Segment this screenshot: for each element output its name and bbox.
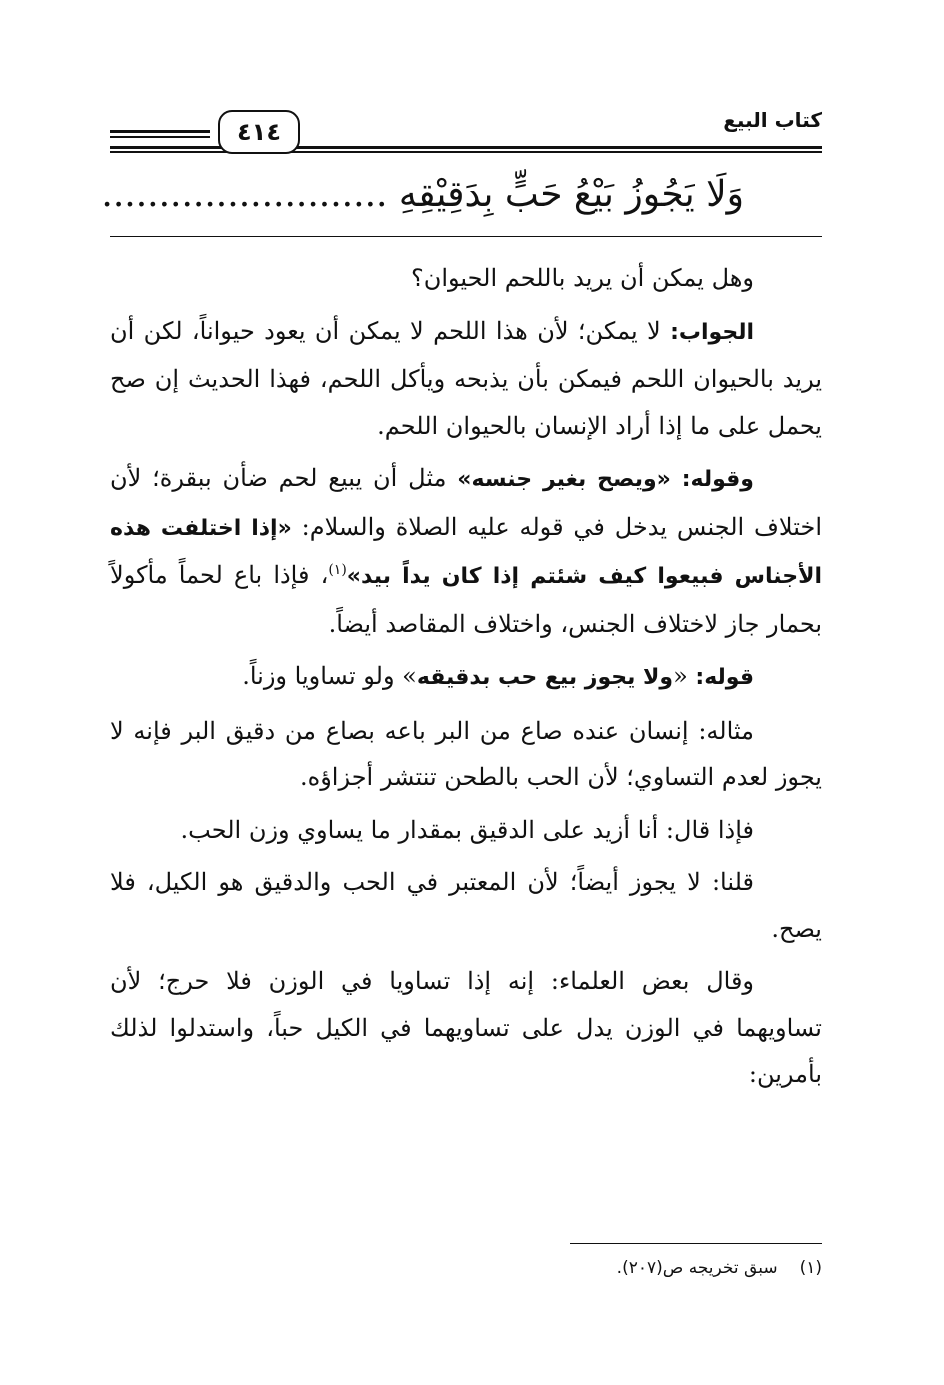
bold-segment: «إذا اختلفت هذه الأجناس فبيعوا كيف شئتم إذا كان يداً بيد» <box>110 515 822 589</box>
header-left-rule <box>110 130 210 133</box>
text-segment: قلنا: لا يجوز أيضاً؛ لأن المعتبر في الحب والدقيق هو الكيل، فلا يصح. <box>110 868 822 943</box>
text-segment: وهل يمكن أن يريد باللحم الحيوان؟ <box>411 264 754 292</box>
bold-segment: وقوله: «ويصح بغير جنسه» <box>457 467 754 492</box>
text-segment: فإذا قال: أنا أزيد على الدقيق بمقدار ما يساوي وزن الحب. <box>180 815 754 844</box>
book-title: كتاب البيع <box>715 108 822 132</box>
paragraph <box>110 708 822 801</box>
header-left-rule-thin <box>110 136 210 138</box>
header-rule <box>110 146 822 149</box>
bold-segment: الجواب: <box>670 319 754 345</box>
commentary-body <box>110 255 822 1104</box>
text-segment: ، فإذا باع لحماً مأكولاً بحمار جاز لاختلاف الجنس، واختلاف المقاصد أيضاً. <box>110 561 822 638</box>
bold-segment: قوله: <box>695 665 754 690</box>
paragraph <box>110 308 822 450</box>
text-segment: لا يمكن؛ لأن هذا اللحم لا يمكن أن يعود حيواناً، لكن أن يريد بالحيوان اللحم فيمكن بأن يذبحه ويأكل اللحم، فهذا الحديث إن صح يحمل على ما إذا أراد الإنسان بالحيوان اللحم. <box>110 316 822 440</box>
footnote-number: (١) <box>799 1258 822 1278</box>
page-header <box>110 108 822 154</box>
text-segment: « <box>673 662 696 690</box>
page-number: ٤١٤ <box>218 110 300 154</box>
footnote <box>617 1250 822 1286</box>
matn-separator <box>110 236 822 237</box>
text-segment: مثل أن يبيع لحم ضأن ببقرة؛ لأن اختلاف الجنس يدخل في قوله عليه الصلاة والسلام: <box>110 464 822 541</box>
matn-quote: وَلَا يَجُوزُ بَيْعُ حَبٍّ بِدَقِيْقِهِ <box>398 174 744 215</box>
paragraph <box>110 455 822 647</box>
paragraph <box>110 859 822 952</box>
paragraph <box>110 255 822 302</box>
footnote-separator <box>570 1243 822 1244</box>
matn-text <box>101 170 744 220</box>
text-segment: وقال بعض العلماء: إنه إذا تساويا في الوزن فلا حرج؛ لأن تساويهما في الوزن يدل على تساويهما في الكيل حباً، واستدلوا لذلك بأمرين: <box>110 967 822 1088</box>
text-segment: مثاله: إنسان عنده صاع من البر باعه بصاع من دقيق البر فإنه لا يجوز لعدم التساوي؛ لأن الحب بالطحن تنتشر أجزاؤه. <box>110 716 822 791</box>
paragraph <box>110 653 822 702</box>
text-segment: » ولو تساويا وزناً. <box>242 662 417 690</box>
matn-dots: ......................... <box>101 174 388 215</box>
paragraph <box>110 807 822 854</box>
bold-segment: ولا يجوز بيع حب بدقيقه <box>416 665 674 690</box>
paragraph <box>110 958 822 1098</box>
footnote-text: سبق تخريجه ص(٢٠٧). <box>616 1258 778 1278</box>
footnote-ref: (١) <box>328 562 347 578</box>
header-rule-double <box>110 151 822 153</box>
